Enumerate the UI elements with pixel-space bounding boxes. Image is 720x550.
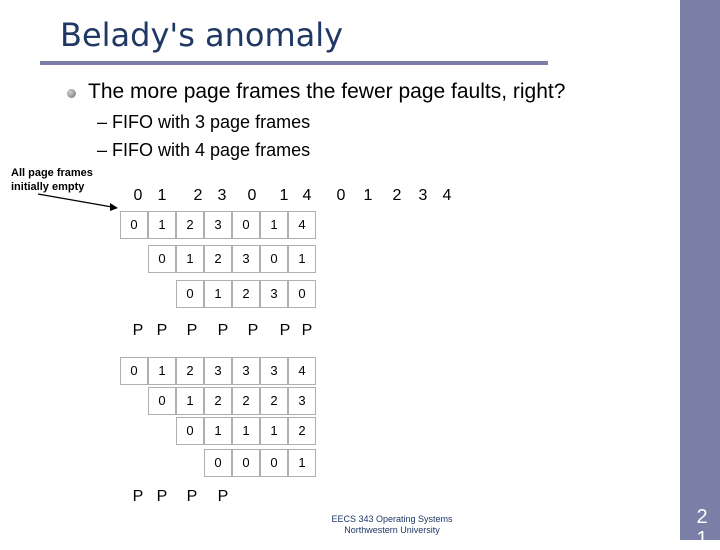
ref-item: 3: [418, 187, 428, 204]
ref-item: 4: [302, 187, 312, 204]
frame-cell: 2: [176, 357, 204, 385]
page-title: Belady's anomaly: [60, 16, 344, 54]
sub-bullet-fifo4: – FIFO with 4 page frames: [97, 140, 311, 160]
page-fault-marker: P: [217, 488, 229, 505]
frame-cell: 3: [260, 280, 288, 308]
frame-cell: 0: [260, 449, 288, 477]
footer-course: EECS 343 Operating Systems: [331, 514, 453, 524]
frame-cell: 3: [232, 357, 260, 385]
page-number: [688, 506, 716, 550]
page-fault-marker: P: [301, 322, 313, 339]
frame-cell: 0: [120, 357, 148, 385]
frame-cell: 2: [232, 280, 260, 308]
frame-cell: 3: [232, 245, 260, 273]
frame-cell: 0: [120, 211, 148, 239]
frame-cell: 1: [288, 245, 316, 273]
frame-cell: 1: [148, 211, 176, 239]
ref-item: 1: [279, 187, 289, 204]
frame-cell: 2: [204, 387, 232, 415]
frame-cell: 0: [148, 245, 176, 273]
page-fault-marker: P: [156, 488, 168, 505]
ref-item: 3: [217, 187, 227, 204]
frame-cell: 2: [288, 417, 316, 445]
note-line: initially empty: [11, 181, 85, 193]
page-fault-marker: P: [132, 322, 144, 339]
frame-cell: 1: [148, 357, 176, 385]
page-number-line: 2: [696, 506, 708, 528]
frame-cell: 0: [176, 280, 204, 308]
page-fault-marker: P: [132, 488, 144, 505]
sub-bullet-fifo3: – FIFO with 3 page frames: [97, 112, 311, 132]
ref-item: 1: [363, 187, 373, 204]
page-fault-marker: P: [186, 322, 198, 339]
frame-cell: 2: [176, 211, 204, 239]
frame-cell: 1: [260, 211, 288, 239]
frame-cell: 0: [260, 245, 288, 273]
page-fault-marker: P: [247, 322, 259, 339]
frame-cell: 2: [232, 387, 260, 415]
main-bullet: The more page frames the fewer page faults, right?: [88, 80, 566, 103]
frame-cell: 1: [260, 417, 288, 445]
footer-university: Northwestern University: [344, 525, 440, 535]
frame-cell: 1: [176, 245, 204, 273]
ref-item: 2: [392, 187, 402, 204]
frame-cell: 0: [232, 211, 260, 239]
footer: [312, 514, 472, 536]
frame-cell: 1: [232, 417, 260, 445]
frame-cell: 3: [204, 211, 232, 239]
ref-item: 0: [133, 187, 143, 204]
ref-item: 0: [336, 187, 346, 204]
ref-item: 1: [157, 187, 167, 204]
frame-cell: 2: [260, 387, 288, 415]
frame-cell: 0: [176, 417, 204, 445]
frame-cell: 0: [204, 449, 232, 477]
frame-cell: 1: [204, 280, 232, 308]
ref-item: 0: [247, 187, 257, 204]
frame-cell: 4: [288, 357, 316, 385]
frame-cell: 4: [288, 211, 316, 239]
frame-cell: 2: [204, 245, 232, 273]
frame-cell: 3: [288, 387, 316, 415]
frame-cell: 0: [288, 280, 316, 308]
frame-cell: 3: [204, 357, 232, 385]
page-fault-marker: P: [156, 322, 168, 339]
page-fault-marker: P: [217, 322, 229, 339]
frame-cell: 0: [232, 449, 260, 477]
frame-cell: 1: [176, 387, 204, 415]
note-line: All page frames: [11, 167, 93, 179]
page-fault-marker: P: [279, 322, 291, 339]
frame-cell: 1: [204, 417, 232, 445]
ref-item: 2: [193, 187, 203, 204]
page-number-line: 1: [696, 528, 708, 550]
frame-cell: 3: [260, 357, 288, 385]
frame-cell: 1: [288, 449, 316, 477]
frame-cell: 0: [148, 387, 176, 415]
ref-item: 4: [442, 187, 452, 204]
page-fault-marker: P: [186, 488, 198, 505]
